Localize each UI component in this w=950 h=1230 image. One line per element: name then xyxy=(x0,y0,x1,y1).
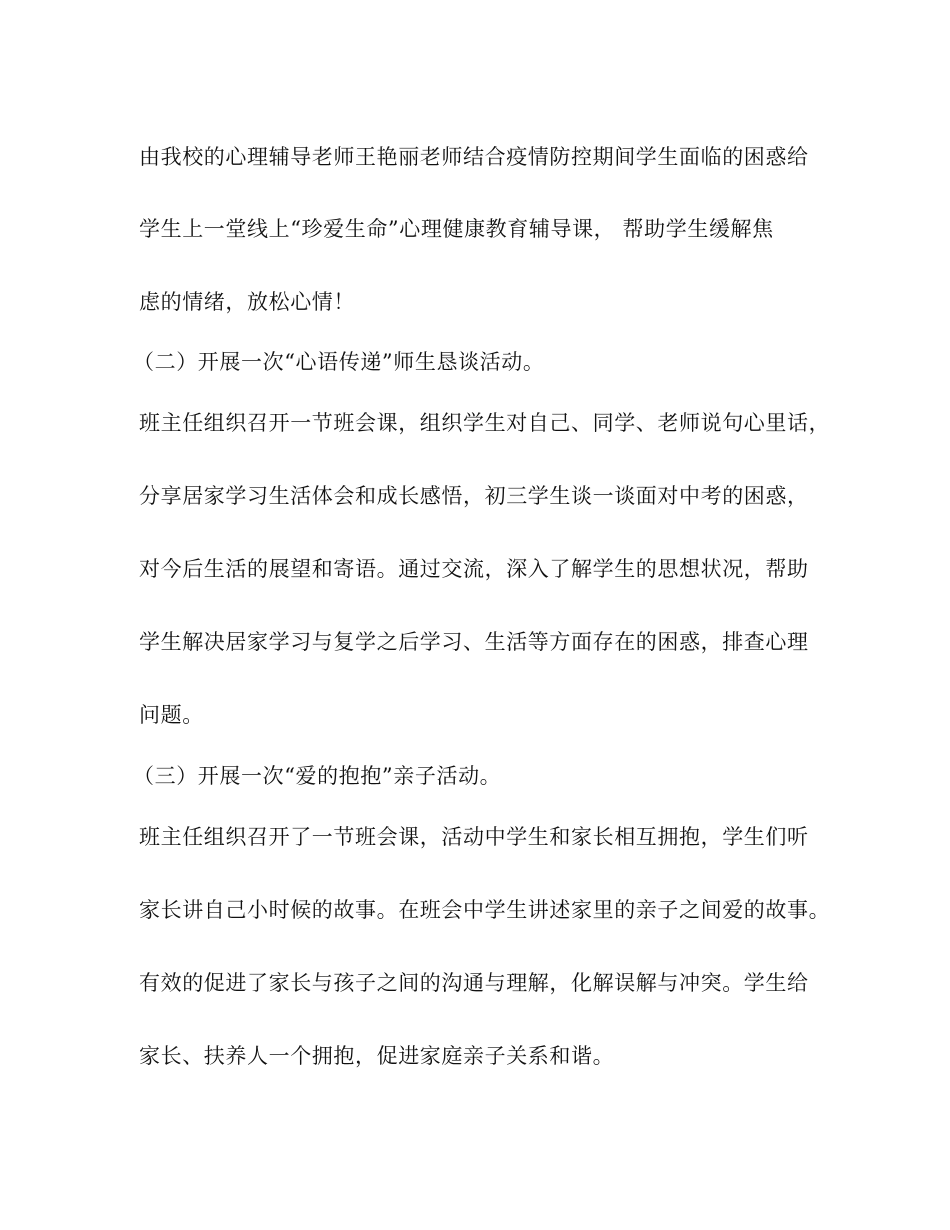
section-heading: （三）开展一次“爱的抱抱”亲子活动。 xyxy=(133,764,502,788)
paragraph-line: 有效的促进了家长与孩子之间的沟通与理解，化解误解与冲突。学生给 xyxy=(139,971,809,995)
paragraph-line: 分享居家学习生活体会和成长感悟，初三学生谈一谈面对中考的困惑， xyxy=(139,484,809,508)
paragraph-line: 学生上一堂线上“珍爱生命”心理健康教育辅导课， 帮助学生缓解焦 xyxy=(139,217,774,241)
paragraph-line: 家长讲自己小时候的故事。在班会中学生讲述家里的亲子之间爱的故事。 xyxy=(139,898,831,922)
paragraph-line: 对今后生活的展望和寄语。通过交流，深入了解学生的思想状况，帮助 xyxy=(139,557,809,581)
paragraph-line: 虑的情绪，放松心情！ xyxy=(139,290,355,314)
paragraph-line: 由我校的心理辅导老师王艳丽老师结合疫情防控期间学生面临的困惑给 xyxy=(139,145,809,169)
paragraph-line: 班主任组织召开了一节班会课，活动中学生和家长相互拥抱，学生们听 xyxy=(139,825,809,849)
paragraph-line: 问题。 xyxy=(139,703,204,727)
paragraph-line: 学生解决居家学习与复学之后学习、生活等方面存在的困惑，排查心理 xyxy=(139,630,809,654)
paragraph-line: 家长、扶养人一个拥抱，促进家庭亲子关系和谐。 xyxy=(139,1044,615,1068)
section-heading: （二）开展一次“心语传递”师生恳谈活动。 xyxy=(133,350,545,374)
paragraph-line: 班主任组织召开一节班会课，组织学生对自己、同学、老师说句心里话， xyxy=(139,411,831,435)
